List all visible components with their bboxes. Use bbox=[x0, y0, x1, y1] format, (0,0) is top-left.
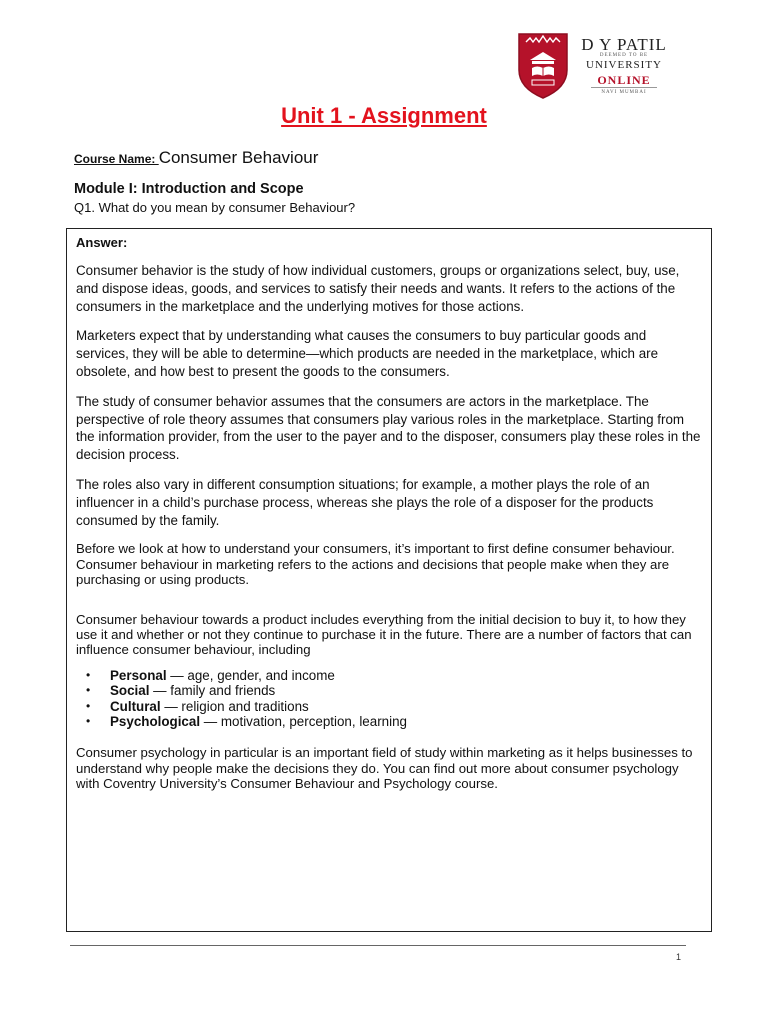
factor-term: Personal bbox=[110, 667, 167, 683]
logo-university: UNIVERSITY bbox=[586, 59, 662, 71]
list-item bbox=[86, 714, 702, 729]
logo-name: D Y PATIL bbox=[581, 35, 667, 54]
answer-paragraph: The study of consumer behavior assumes that the consumers are actors in the marketplace. The perspective of role theory assumes that consumers play various roles in the marketplace. Starting from the information provider, from the user to the payer and to the disposer, consumers play these roles in the decision process. bbox=[76, 393, 701, 463]
page-number: 1 bbox=[676, 952, 682, 962]
page-title: Unit 1 - Assignment bbox=[281, 103, 487, 128]
footer-divider bbox=[70, 945, 686, 946]
factor-term: Psychological bbox=[110, 714, 201, 730]
answer-paragraph: Marketers expect that by understanding what causes the consumers to buy particular goods and services, they will be able to determine—which products are needed in the marketplace, which are obsolete, and how best to present the goods to the consumers. bbox=[76, 328, 659, 379]
logo-online: ONLINE bbox=[591, 74, 656, 88]
question-text: Q1. What do you mean by consumer Behaviour? bbox=[74, 200, 356, 215]
answer-paragraph: The roles also vary in different consumption situations; for example, a mother plays the role of an influencer in a child’s purchase process, whereas she plays the role of a disposer for the products consumed by the family. bbox=[76, 476, 654, 528]
factor-desc: — family and friends bbox=[149, 683, 276, 699]
answer-paragraph: Consumer behaviour towards a product includes everything from the initial decision to buy it, to how they use it and whether or not they continue to purchase it in the future. There are a number of factors that can influence consumer behaviour, including bbox=[76, 611, 692, 658]
answer-label: Answer: bbox=[76, 235, 128, 250]
course-value: Consumer Behaviour bbox=[158, 148, 319, 167]
list-item bbox=[86, 699, 702, 714]
factor-term: Cultural bbox=[110, 698, 161, 714]
university-crest-icon bbox=[516, 30, 570, 100]
university-logo bbox=[516, 30, 676, 102]
answer-paragraph: Consumer behavior is the study of how individual customers, groups or organizations select, buy, use, and dispose ideas, goods, and services to satisfy their needs and wants. It refers to the actions of the consumers in the marketplace and the underlying motives for those actions. bbox=[76, 263, 680, 314]
course-line bbox=[74, 148, 318, 168]
factor-desc: — age, gender, and income bbox=[166, 667, 335, 683]
list-item bbox=[86, 683, 702, 698]
factors-list bbox=[86, 668, 702, 730]
factor-desc: — motivation, perception, learning bbox=[200, 714, 407, 730]
logo-deemed: DEEMED TO BE bbox=[599, 53, 649, 58]
factor-desc: — religion and traditions bbox=[160, 698, 309, 714]
module-heading: Module I: Introduction and Scope bbox=[74, 181, 304, 197]
list-item bbox=[86, 668, 702, 683]
factor-term: Social bbox=[110, 683, 150, 699]
logo-location: NAVI MUMBAI bbox=[601, 90, 647, 95]
logo-wordmark bbox=[574, 36, 674, 97]
course-label: Course Name: bbox=[74, 152, 159, 166]
closing-paragraph: Consumer psychology in particular is an important field of study within marketing as it helps businesses to understand why people make the decisions they do. You can find out more about consumer psychology with Coventry University’s Consumer Behaviour and Psychology course. bbox=[76, 745, 693, 792]
answer-box bbox=[66, 228, 712, 932]
answer-paragraph: Before we look at how to understand your consumers, it’s important to first define consumer behaviour. Consumer behaviour in marketing refers to the actions and decisions that people make when they are purchasing or using products. bbox=[76, 541, 675, 588]
